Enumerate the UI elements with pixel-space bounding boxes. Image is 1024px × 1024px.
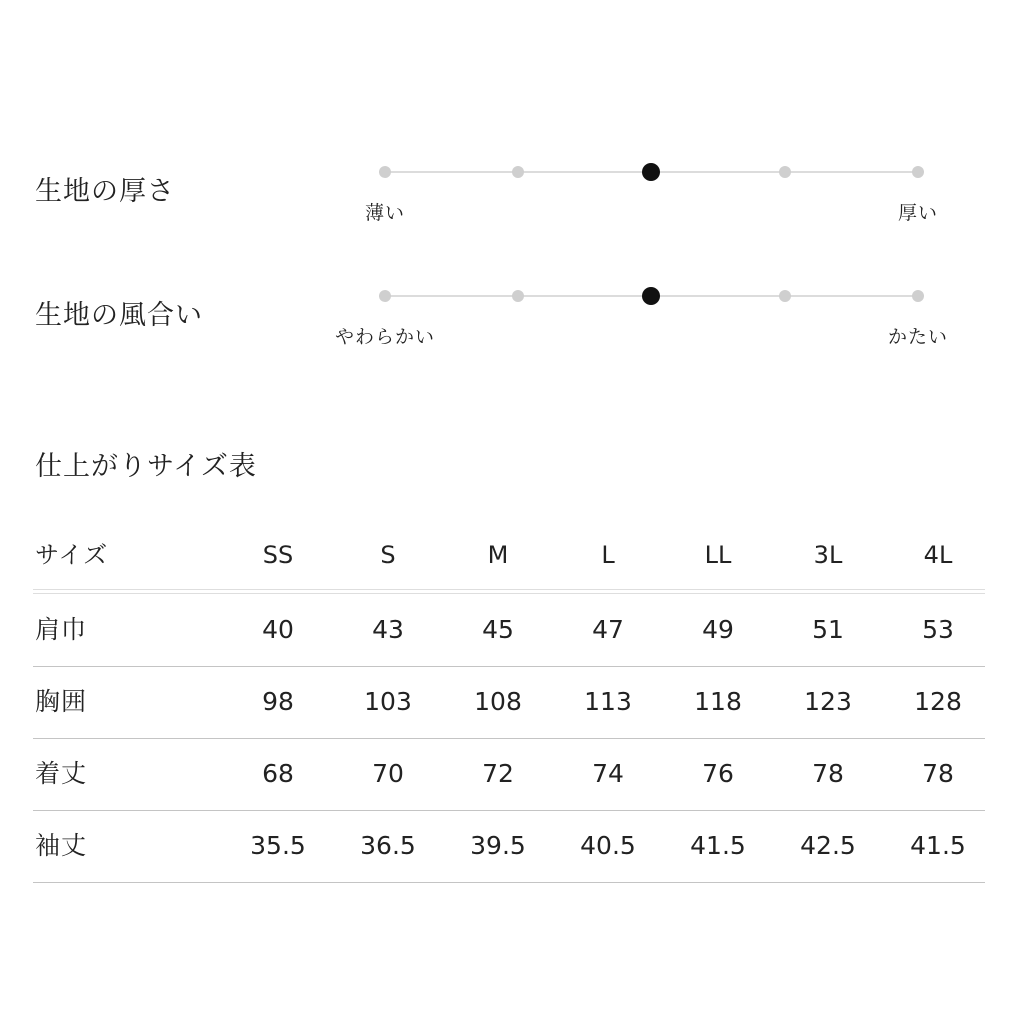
measurement-value: 72 bbox=[482, 759, 514, 788]
scale-min-label: 薄い bbox=[364, 202, 405, 224]
size-column-header: 4L bbox=[923, 541, 953, 569]
measurement-value: 40 bbox=[262, 615, 294, 644]
measurement-value: 45 bbox=[482, 615, 514, 644]
measurement-value: 118 bbox=[694, 687, 742, 716]
measurement-value: 123 bbox=[804, 687, 852, 716]
measurement-value: 74 bbox=[592, 759, 624, 788]
header-divider bbox=[33, 589, 985, 594]
scale-dot bbox=[512, 166, 524, 178]
size-column-header: 3L bbox=[813, 541, 843, 569]
measurement-value: 40.5 bbox=[580, 831, 636, 860]
size-column-header: SS bbox=[262, 541, 294, 569]
measurement-label: 胸囲 bbox=[35, 687, 88, 716]
fabric-thickness-scale bbox=[0, 140, 1024, 240]
measurement-value: 49 bbox=[702, 615, 734, 644]
size-column-header: S bbox=[380, 541, 396, 569]
scale-max-label: かたい bbox=[887, 326, 948, 348]
measurement-value: 78 bbox=[812, 759, 844, 788]
measurement-label: 肩巾 bbox=[35, 615, 88, 644]
size-table-row bbox=[33, 610, 993, 650]
scale-dot-selected bbox=[642, 163, 660, 181]
scale-dot bbox=[379, 166, 391, 178]
size-table-row bbox=[33, 754, 993, 794]
size-table-row bbox=[33, 682, 993, 722]
scale-label: 生地の厚さ bbox=[35, 176, 175, 207]
measurement-value: 39.5 bbox=[470, 831, 526, 860]
scale-dot-selected bbox=[642, 287, 660, 305]
measurement-value: 42.5 bbox=[800, 831, 856, 860]
measurement-value: 53 bbox=[922, 615, 954, 644]
measurement-value: 41.5 bbox=[910, 831, 966, 860]
fabric-texture-scale bbox=[0, 264, 1024, 364]
measurement-label: 袖丈 bbox=[35, 831, 88, 860]
scale-max-label: 厚い bbox=[897, 202, 938, 224]
scale-label: 生地の風合い bbox=[35, 300, 203, 331]
scale-dot bbox=[779, 166, 791, 178]
size-header-label: サイズ bbox=[35, 541, 109, 569]
size-column-header: LL bbox=[704, 541, 732, 569]
measurement-value: 98 bbox=[262, 687, 294, 716]
measurement-value: 51 bbox=[812, 615, 844, 644]
measurement-value: 41.5 bbox=[690, 831, 746, 860]
size-table-header-row bbox=[33, 535, 993, 575]
scale-min-label: やわらかい bbox=[334, 326, 435, 348]
row-divider bbox=[33, 810, 985, 811]
size-table-title: 仕上がりサイズ表 bbox=[35, 451, 257, 482]
measurement-value: 47 bbox=[592, 615, 624, 644]
row-divider bbox=[33, 738, 985, 739]
measurement-value: 113 bbox=[584, 687, 632, 716]
size-column-header: M bbox=[487, 541, 509, 569]
measurement-value: 43 bbox=[372, 615, 404, 644]
measurement-value: 103 bbox=[364, 687, 412, 716]
row-divider bbox=[33, 882, 985, 883]
measurement-value: 128 bbox=[914, 687, 962, 716]
scale-dot bbox=[379, 290, 391, 302]
measurement-value: 36.5 bbox=[360, 831, 416, 860]
measurement-value: 108 bbox=[474, 687, 522, 716]
scale-dot bbox=[912, 166, 924, 178]
measurement-value: 35.5 bbox=[250, 831, 306, 860]
size-column-header: L bbox=[601, 541, 615, 569]
measurement-value: 68 bbox=[262, 759, 294, 788]
scale-dot bbox=[512, 290, 524, 302]
row-divider bbox=[33, 666, 985, 667]
measurement-value: 70 bbox=[372, 759, 404, 788]
scale-dot bbox=[912, 290, 924, 302]
measurement-value: 78 bbox=[922, 759, 954, 788]
scale-dot bbox=[779, 290, 791, 302]
size-table-row bbox=[33, 826, 993, 866]
size-table bbox=[33, 520, 993, 890]
measurement-label: 着丈 bbox=[35, 759, 88, 788]
measurement-value: 76 bbox=[702, 759, 734, 788]
